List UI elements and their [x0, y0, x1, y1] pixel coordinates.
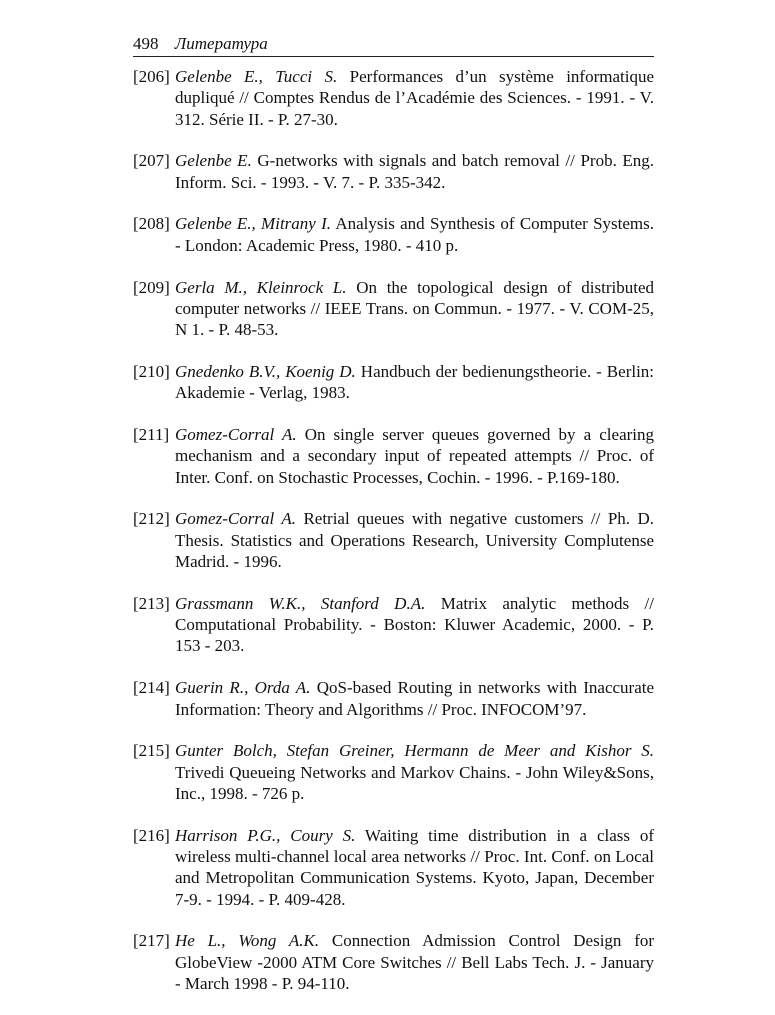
- reference-body: [175, 930, 654, 994]
- reference-item: [133, 66, 654, 130]
- reference-number: [216]: [133, 825, 170, 845]
- reference-text: Trivedi Queueing Networks and Markov Chains. - John Wiley&Sons, Inc., 1998. - 726 p.: [175, 762, 654, 803]
- reference-authors: Gelenbe E.: [175, 151, 252, 171]
- page-number: 498: [133, 34, 159, 53]
- reference-body: [175, 677, 654, 720]
- reference-text: Matrix analytic methods // Computational Probability. - Boston: Kluwer Academic, 2000. - P. 153 - 203.: [175, 593, 654, 656]
- reference-number: [217]: [133, 931, 170, 951]
- reference-authors: He L., Wong A.K.: [175, 931, 320, 951]
- reference-item: [133, 677, 654, 720]
- reference-number: [215]: [133, 741, 170, 761]
- reference-authors: Gnedenko B.V., Koenig D.: [175, 361, 356, 381]
- reference-number: [210]: [133, 361, 170, 381]
- reference-number: [209]: [133, 277, 170, 297]
- reference-item: [133, 424, 654, 488]
- reference-text: Retrial queues with negative customers // Ph. D. Thesis. Statistics and Operations Research, University Complutense Madrid. - 1996.: [175, 509, 655, 572]
- reference-item: [133, 930, 654, 994]
- reference-authors: Gunter Bolch, Stefan Greiner, Hermann de Meer and Kishor S.: [175, 741, 654, 761]
- reference-number: [213]: [133, 593, 170, 613]
- reference-item: [133, 361, 654, 404]
- reference-body: [175, 277, 654, 341]
- reference-text: On single server queues governed by a clearing mechanism and a secondary input of repeated attempts // Proc. of Inter. Conf. on Stochastic Processes, Cochin. - 1996. - P.169-180.: [175, 425, 654, 487]
- reference-number: [214]: [133, 678, 170, 698]
- reference-text: QoS-based Routing in networks with Inaccurate Information: Theory and Algorithms // Proc. INFOCOM’97.: [175, 678, 655, 719]
- reference-body: [175, 361, 654, 404]
- reference-text: G-networks with signals and batch removal // Prob. Eng. Inform. Sci. - 1993. - V. 7. - P. 335-342.: [175, 151, 655, 192]
- reference-authors: Gomez-Corral A.: [175, 425, 297, 445]
- reference-authors: Harrison P.G., Coury S.: [175, 825, 356, 845]
- reference-body: [175, 593, 654, 657]
- reference-authors: Guerin R., Orda A.: [175, 678, 311, 698]
- reference-body: [175, 424, 654, 488]
- reference-body: [175, 66, 654, 130]
- section-title: Литература: [174, 34, 268, 53]
- reference-authors: Grassmann W.K., Stanford D.A.: [175, 593, 426, 613]
- reference-item: [133, 277, 654, 341]
- reference-text: Waiting time distribution in a class of wireless multi-channel local area networks // Proc. Int. Conf. on Local and Metropolitan Communication Systems. Kyoto, Japan, December 7-9. - 1994. - P. 409-428.: [175, 825, 654, 909]
- reference-number: [208]: [133, 214, 170, 234]
- reference-text: Performances d’un système informatique dupliqué // Comptes Rendus de l’Académie des Sciences. - 1991. - V. 312. Série II. - P. 27-30.: [175, 67, 655, 129]
- reference-item: [133, 740, 654, 804]
- reference-text: On the topological design of distributed computer networks // IEEE Trans. on Commun. - 1977. - V. COM-25, N 1. - P. 48-53.: [175, 277, 655, 340]
- reference-body: [175, 825, 654, 910]
- reference-item: [133, 593, 654, 657]
- reference-authors: Gelenbe E., Mitrany I.: [175, 214, 332, 234]
- reference-number: [206]: [133, 67, 170, 86]
- reference-body: [175, 508, 654, 572]
- reference-number: [212]: [133, 509, 170, 529]
- reference-body: [175, 213, 654, 256]
- reference-body: [175, 740, 654, 804]
- reference-text: Connection Admission Control Design for GlobeView -2000 ATM Core Switches // Bell Labs Tech. J. - January - March 1998 - P. 94-110.: [175, 931, 655, 993]
- reference-number: [211]: [133, 425, 170, 445]
- reference-text: Analysis and Synthesis of Computer Systems. - London: Academic Press, 1980. - 410 p.: [175, 214, 655, 255]
- reference-authors: Gomez-Corral A.: [175, 509, 296, 529]
- reference-text: Handbuch der bedienungstheorie. - Berlin: Akademie - Verlag, 1983.: [175, 361, 655, 403]
- reference-number: [207]: [133, 151, 170, 171]
- reference-item: [133, 508, 654, 572]
- reference-body: [175, 150, 654, 193]
- running-header: [133, 34, 654, 57]
- reference-item: [133, 213, 654, 256]
- reference-authors: Gerla M., Kleinrock L.: [175, 277, 347, 297]
- reference-list: [133, 66, 654, 1015]
- reference-item: [133, 825, 654, 910]
- reference-authors: Gelenbe E., Tucci S.: [175, 67, 338, 86]
- reference-item: [133, 150, 654, 193]
